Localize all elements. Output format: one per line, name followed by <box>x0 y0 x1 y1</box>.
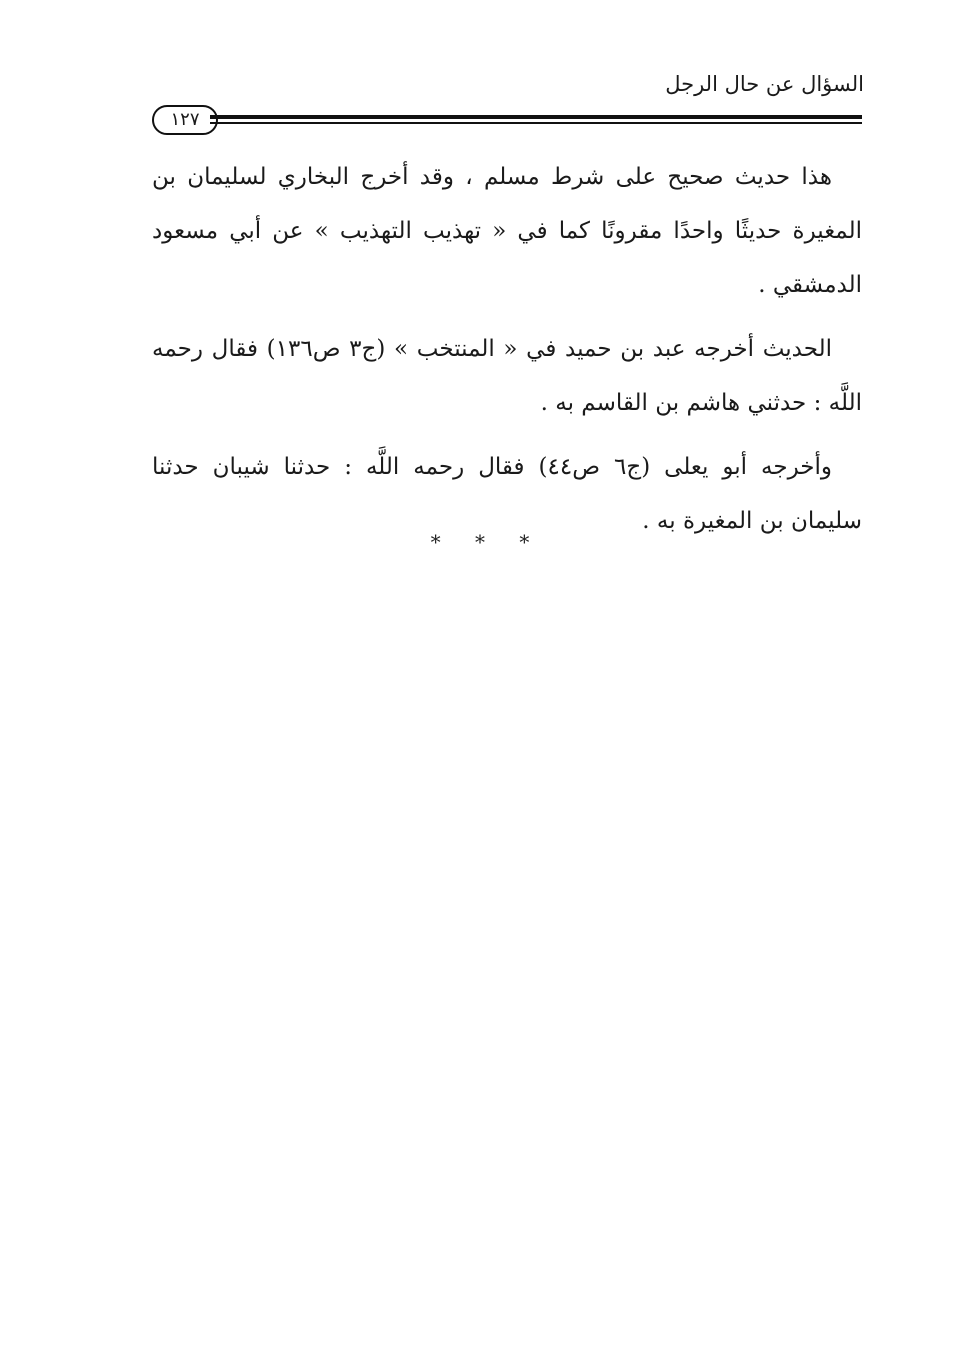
header-rule-thick-line <box>210 115 862 119</box>
paragraph-2: الحديث أخرجه عبد بن حميد في « المنتخب » (ج٣ ص١٣٦) فقال رحمه اللَّه : حدثني هاشم بن القاسم به . <box>152 336 862 416</box>
header-rule-thin-line <box>210 122 862 124</box>
header-rule <box>210 113 862 125</box>
page-number-badge: ١٢٧ <box>152 105 218 135</box>
paragraph-1: هذا حديث صحيح على شرط مسلم ، وقد أخرج البخاري لسليمان بن المغيرة حديثًا واحدًا مقرونًا كما في « تهذيب التهذيب » عن أبي مسعود الدمشقي . <box>152 164 862 298</box>
body-text <box>152 150 862 558</box>
section-separator: * * * <box>430 530 544 554</box>
running-title: السؤال عن حال الرجل <box>665 72 864 96</box>
paragraph-3: وأخرجه أبو يعلى (ج٦ ص٤٤) فقال رحمه اللَّه : حدثنا شيبان حدثنا سليمان بن المغيرة به . <box>152 454 862 534</box>
